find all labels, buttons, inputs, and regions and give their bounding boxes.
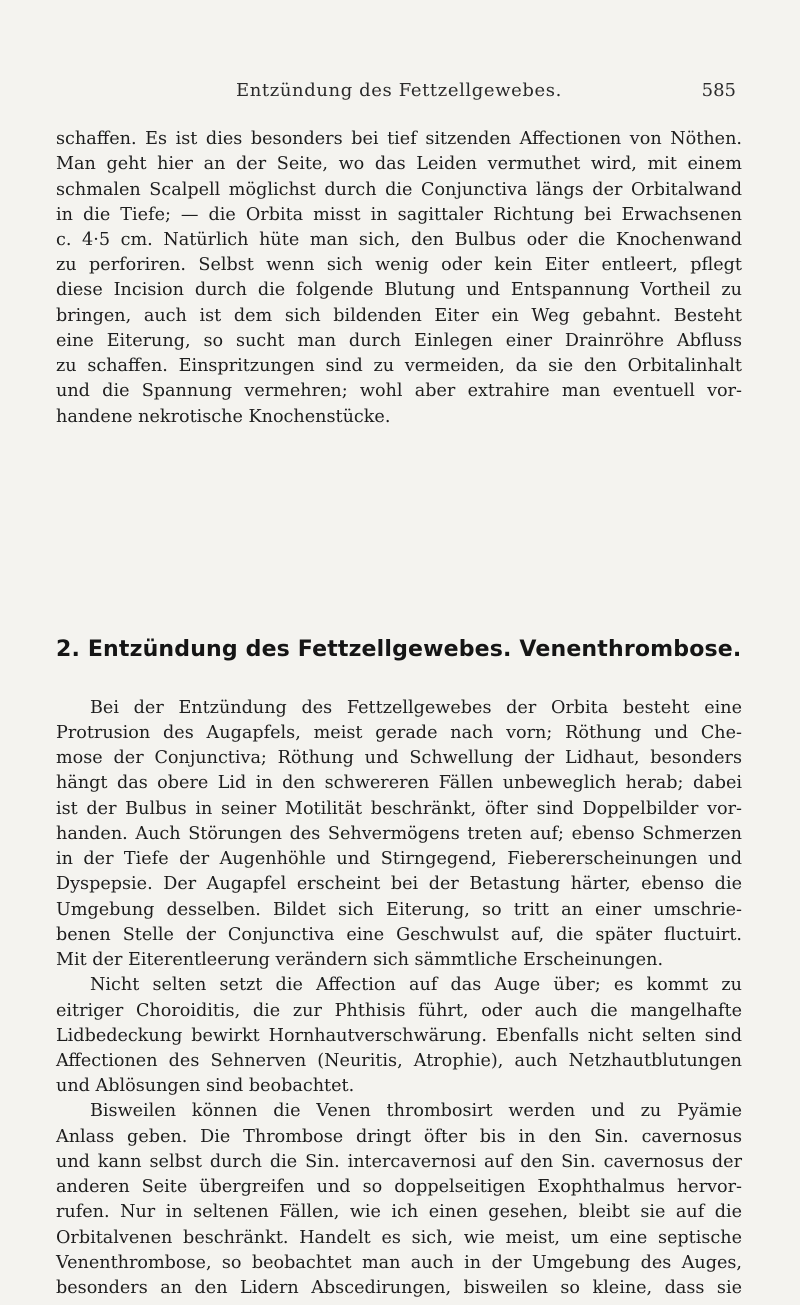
- text-line: rufen. Nur in seltenen Fällen, wie ich einen gesehen, bleibt sie auf die: [56, 1202, 742, 1223]
- text-line: und Ablösungen sind beobachtet.: [56, 1076, 355, 1097]
- text-line: Bisweilen können die Venen thrombosirt werden und zu Pyämie: [90, 1101, 742, 1122]
- running-head-title: Entzündung des Fettzellgewebes.: [236, 80, 562, 101]
- text-line: Mit der Eiterentleerung verändern sich sämmtliche Erscheinungen.: [56, 950, 664, 970]
- text-line: Anlass geben. Die Thrombose dringt öfter bis in den Sin. cavernosus: [56, 1126, 742, 1147]
- text-line: Lidbedeckung bewirkt Hornhautverschwärung. Ebenfalls nicht selten sind: [56, 1025, 742, 1046]
- text-line: Nicht selten setzt die Affection auf das Auge über; es kommt zu: [90, 975, 742, 996]
- text-line: und die Spannung vermehren; wohl aber extrahire man eventuell vor-: [56, 381, 742, 402]
- text-line: benen Stelle der Conjunctiva eine Geschwulst auf, die später fluctuirt.: [56, 924, 742, 945]
- text-line: und kann selbst durch die Sin. intercavernosi auf den Sin. cavernosus der: [56, 1151, 742, 1172]
- text-line: zu schaffen. Einspritzungen sind zu vermeiden, da sie den Orbitalinhalt: [56, 356, 742, 377]
- text-line: in die Tiefe; — die Orbita misst in sagittaler Richtung bei Erwachsenen: [56, 204, 742, 225]
- text-line: in der Tiefe der Augenhöhle und Stirngegend, Fiebererscheinungen und: [56, 849, 742, 870]
- text-line: Orbitalvenen beschränkt. Handelt es sich, wie meist, um eine septische: [56, 1227, 742, 1248]
- text-line: Umgebung desselben. Bildet sich Eiterung, so tritt an einer umschrie-: [56, 899, 742, 920]
- text-line: diese Incision durch die folgende Blutung und Entspannung Vortheil zu: [56, 280, 742, 301]
- text-line: Dyspepsie. Der Augapfel erscheint bei der Betastung härter, ebenso die: [56, 874, 742, 895]
- text-line: eitriger Choroiditis, die zur Phthisis führt, oder auch die mangelhafte: [56, 1000, 742, 1021]
- text-line: anderen Seite übergreifen und so doppelseitigen Exophthalmus hervor-: [56, 1177, 742, 1198]
- text-line: Bei der Entzündung des Fettzellgewebes der Orbita besteht eine: [90, 697, 742, 718]
- text-line: besonders an den Lidern Abscedirungen, bisweilen so kleine, dass sie: [56, 1278, 742, 1298]
- text-line: c. 4·5 cm. Natürlich hüte man sich, den Bulbus oder die Knochenwand: [56, 229, 742, 250]
- text-line: ist der Bulbus in seiner Motilität beschränkt, öfter sind Doppelbilder vor-: [56, 798, 742, 819]
- text-line: handen. Auch Störungen des Sehvermögens treten auf; ebenso Schmerzen: [56, 823, 742, 844]
- text-line: eine Eiterung, so sucht man durch Einlegen einer Drainröhre Abfluss: [56, 330, 742, 351]
- text-line: mose der Conjunctiva; Röthung und Schwellung der Lidhaut, besonders: [56, 748, 742, 769]
- text-line: bringen, auch ist dem sich bildenden Eiter ein Weg gebahnt. Besteht: [56, 305, 742, 326]
- text-line: Man geht hier an der Seite, wo das Leiden vermuthet wird, mit einem: [56, 154, 742, 175]
- text-line: handene nekrotische Knochenstücke.: [56, 406, 391, 427]
- section-heading: 2. Entzündung des Fettzellgewebes. Venenthrombose.: [56, 636, 742, 662]
- text-line: Venenthrombose, so beobachtet man auch in der Umgebung des Auges,: [56, 1252, 742, 1273]
- text-line: Protrusion des Augapfels, meist gerade nach vorn; Röthung und Che-: [56, 722, 742, 743]
- text-line: zu perforiren. Selbst wenn sich wenig oder kein Eiter entleert, pflegt: [56, 255, 742, 276]
- text-line: schmalen Scalpell möglichst durch die Conjunctiva längs der Orbitalwand: [56, 179, 742, 200]
- page-number: 585: [701, 80, 736, 101]
- text-line: hängt das obere Lid in den schwereren Fällen unbeweglich herab; dabei: [56, 773, 742, 794]
- text-line: schaffen. Es ist dies besonders bei tief sitzenden Affectionen von Nöthen.: [56, 129, 742, 149]
- text-line: Affectionen des Sehnerven (Neuritis, Atrophie), auch Netzhautblutungen: [56, 1050, 742, 1071]
